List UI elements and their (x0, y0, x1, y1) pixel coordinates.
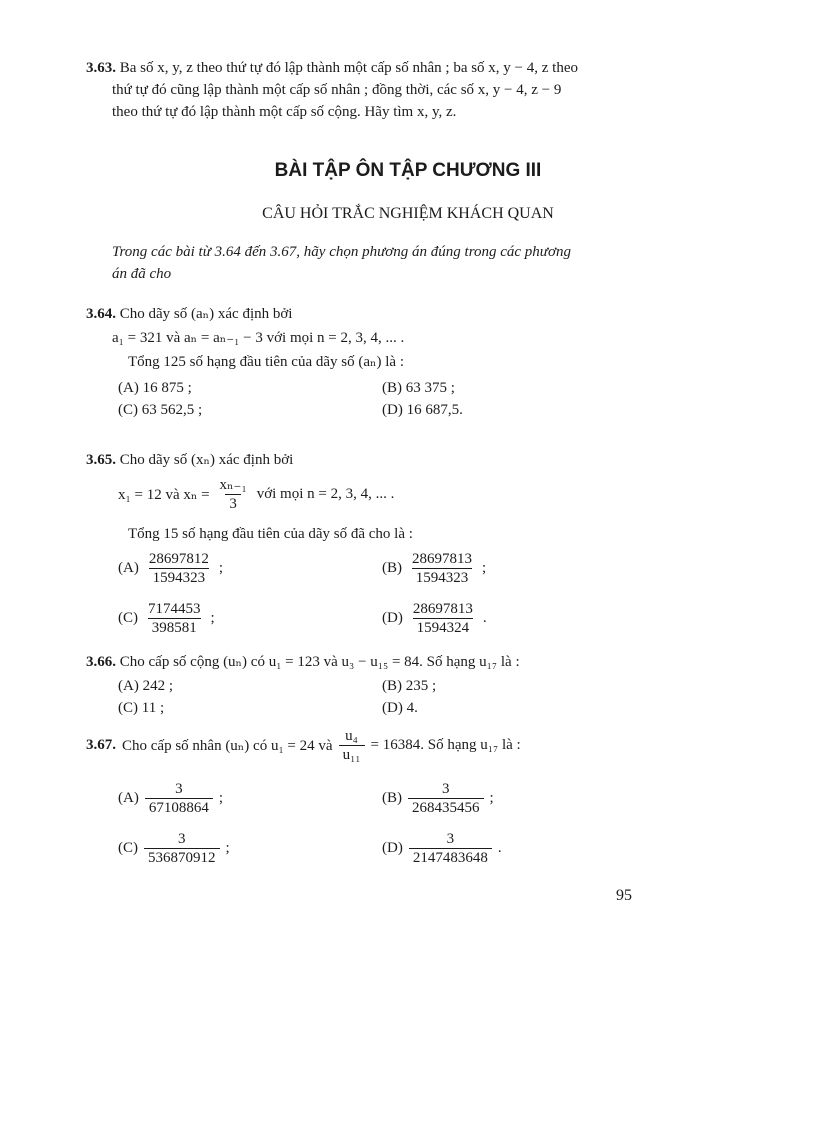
problem-3-64-line-1 (86, 304, 292, 324)
option-b (382, 550, 486, 587)
fraction (408, 550, 476, 587)
option-d (382, 600, 487, 637)
option-end: ; (210, 610, 215, 626)
fraction-denominator: 398581 (148, 618, 201, 637)
option-end: . (482, 610, 487, 626)
fraction-denominator: 3 (225, 494, 241, 513)
fraction-denominator: 1594323 (412, 568, 473, 587)
option-label: (C) (118, 610, 138, 626)
fraction-denominator: 67108864 (145, 798, 213, 817)
fraction (409, 830, 492, 867)
option-d: (D) 4. (382, 700, 418, 716)
fraction-numerator: 28697812 (148, 551, 209, 567)
fraction (409, 600, 477, 637)
option-label: (A) (118, 790, 139, 806)
fraction-numerator: 3 (446, 831, 455, 847)
section-subtitle: CÂU HỎI TRẮC NGHIỆM KHÁCH QUAN (262, 205, 554, 222)
problem-3-64-formula: a₁ = 321 và aₙ = aₙ₋₁ − 3 với mọi n = 2, 3, 4, ... . (112, 330, 405, 346)
fraction (144, 600, 205, 637)
option-c (118, 600, 215, 637)
fraction (145, 550, 213, 587)
option-a (118, 780, 223, 817)
option-end: ; (482, 560, 487, 576)
chapter-review-title: BÀI TẬP ÔN TẬP CHƯƠNG III (274, 160, 542, 181)
fraction-numerator: 3 (442, 781, 450, 797)
formula-x1: x₁ = 12 và xₙ = (118, 487, 210, 503)
problem-3-64-question: Tổng 125 số hạng đầu tiên của dãy số (aₙ) là : (128, 354, 404, 370)
problem-3-66-line-1 (86, 652, 520, 672)
problem-number: 3.63. (86, 60, 116, 76)
problem-3-63-line-1 (86, 58, 578, 78)
instructions-line-1: Trong các bài từ 3.64 đến 3.67, hãy chọn phương án đúng trong các phương (112, 244, 571, 260)
problem-number: 3.67. (86, 737, 116, 753)
option-c: (C) 63 562,5 ; (118, 402, 203, 418)
option-end: . (497, 840, 502, 856)
option-end: ; (218, 790, 223, 806)
problem-number: 3.64. (86, 306, 116, 322)
problem-3-63-line-2: thứ tự đó cũng lập thành một cấp số nhân ; đồng thời, các số x, y − 4, z − 9 (112, 82, 562, 98)
option-label: (D) (382, 840, 403, 856)
option-label: (A) (118, 560, 139, 576)
problem-number: 3.66. (86, 654, 116, 670)
option-label: (D) (382, 610, 403, 626)
option-label: (C) (118, 840, 138, 856)
fraction-numerator: xₙ₋₁ (219, 477, 247, 493)
problem-text-end: = 16384. Số hạng u₁₇ là : (370, 737, 521, 753)
fraction (339, 727, 365, 764)
fraction-numerator: 7174453 (148, 601, 201, 617)
problem-text: Cho dãy số (xₙ) xác định bởi (119, 452, 294, 468)
page-number: 95 (616, 887, 632, 904)
problem-number: 3.65. (86, 452, 116, 468)
formula-condition: với mọi n = 2, 3, 4, ... . (256, 486, 395, 502)
option-end: ; (225, 840, 230, 856)
fraction-denominator: 1594324 (413, 618, 474, 637)
fraction-numerator: 3 (175, 781, 183, 797)
problem-3-65-formula (118, 476, 394, 513)
fraction-numerator: 28697813 (412, 551, 472, 567)
option-label: (B) (382, 790, 402, 806)
problem-3-65-line-1 (86, 450, 293, 470)
fraction (408, 780, 484, 817)
problem-3-67-line-1 (86, 727, 521, 764)
fraction (145, 780, 213, 817)
option-c: (C) 11 ; (118, 700, 165, 716)
fraction (216, 476, 251, 513)
problem-text: Ba số x, y, z theo thứ tự đó lập thành một cấp số nhân ; ba số x, y − 4, z theo (119, 60, 579, 76)
option-b (382, 780, 494, 817)
problem-3-65-question: Tổng 15 số hạng đầu tiên của dãy số đã cho là : (128, 526, 413, 542)
fraction-numerator: u₄ (345, 728, 358, 744)
option-a: (A) 242 ; (118, 678, 173, 694)
fraction (144, 830, 220, 867)
option-end: ; (489, 790, 494, 806)
option-d (382, 830, 502, 867)
problem-3-63-line-3: theo thứ tự đó lập thành một cấp số cộng. Hãy tìm x, y, z. (112, 104, 457, 120)
fraction-denominator: u₁₁ (339, 745, 365, 764)
fraction-numerator: 28697813 (412, 601, 473, 617)
fraction-denominator: 536870912 (144, 848, 220, 867)
option-end: ; (218, 560, 223, 576)
option-label: (B) (382, 560, 402, 576)
fraction-denominator: 1594323 (149, 568, 210, 587)
option-d: (D) 16 687,5. (382, 402, 463, 418)
option-c (118, 830, 230, 867)
problem-text: Cho cấp số cộng (uₙ) có u₁ = 123 và u₃ − u₁₅ = 84. Số hạng u₁₇ là : (119, 654, 520, 670)
option-b: (B) 63 375 ; (382, 380, 455, 396)
option-a: (A) 16 875 ; (118, 380, 192, 396)
fraction-denominator: 2147483648 (409, 848, 492, 867)
instructions-line-2: án đã cho (112, 266, 172, 282)
fraction-numerator: 3 (178, 831, 186, 847)
fraction-denominator: 268435456 (408, 798, 484, 817)
problem-text: Cho cấp số nhân (uₙ) có u₁ = 24 và (122, 738, 333, 754)
option-a (118, 550, 223, 587)
problem-text: Cho dãy số (aₙ) xác định bởi (119, 306, 293, 322)
option-b: (B) 235 ; (382, 678, 437, 694)
